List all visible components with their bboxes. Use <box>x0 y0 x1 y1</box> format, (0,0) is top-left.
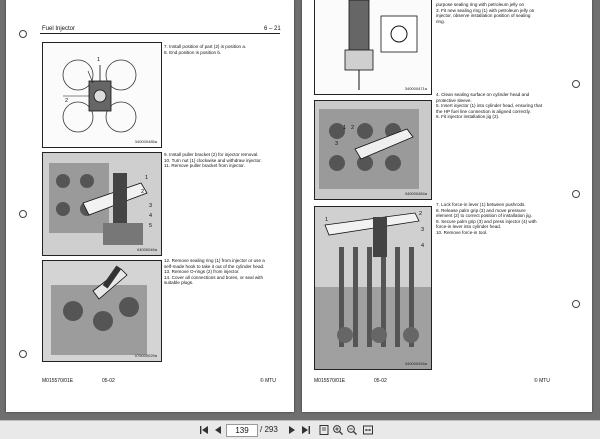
viewer-toolbar <box>0 420 600 439</box>
step-text: 3. Fit new sealing ring (1) with petroleum jelly on <box>436 7 535 13</box>
figure-insert-injector <box>314 100 432 200</box>
callout-3: 3 <box>421 227 425 233</box>
step-text: the HP fuel line connection is aligned correctly. <box>436 108 531 114</box>
zoom-out-icon[interactable] <box>346 424 358 436</box>
step-text: element (2) to correct position of installation jig. <box>436 213 533 219</box>
figure-sealing-ring <box>42 260 162 362</box>
figure-drawing <box>43 153 161 255</box>
step-text: 13. Remove O-rings (2) from injector. <box>164 269 240 275</box>
figure-injector-position <box>42 42 162 148</box>
callout-1: 1 <box>145 175 149 181</box>
step-text: force-in lever into cylinder head. <box>436 224 502 230</box>
footer-document-number: M015570/01E <box>314 378 346 384</box>
first-page-icon[interactable] <box>198 424 210 436</box>
step-text: ring. <box>436 18 445 24</box>
callout-4: 4 <box>421 243 425 249</box>
previous-page-icon[interactable] <box>212 424 224 436</box>
figure-force-in-tool <box>314 206 432 370</box>
step-text: 9. Secure palm grip (3) and press injector (4) with <box>436 218 537 224</box>
callout-2: 2 <box>419 211 423 217</box>
callout-1: 1 <box>325 217 329 223</box>
figure-code: 340000471a <box>404 86 427 91</box>
step-text: 8. Release palm grip (3) and move pressure <box>436 207 526 213</box>
step-text: self-made hook to take it out of the cylinder head. <box>164 263 265 269</box>
figure-code: 04000049a <box>136 247 157 252</box>
step-text: 5. Insert injector (1) into cylinder head, ensuring that <box>436 103 542 109</box>
header-rule <box>40 33 280 34</box>
figure-drawing <box>43 261 161 361</box>
callout-2: 2 <box>351 125 355 131</box>
next-page-icon[interactable] <box>286 424 298 436</box>
step-text: 6. Fit injector installation jig (2). <box>436 114 500 120</box>
punch-hole <box>572 190 580 198</box>
figure-code: 075000029a <box>134 353 157 358</box>
zoom-in-icon[interactable] <box>332 424 344 436</box>
figure-drawing <box>315 0 431 94</box>
right-page <box>302 0 592 412</box>
step-text: 12. Remove sealing ring (1) from injector or use a <box>164 258 265 263</box>
fit-width-icon[interactable] <box>362 424 374 436</box>
figure-drawing <box>315 207 431 369</box>
figure-drawing <box>315 101 431 199</box>
last-page-icon[interactable] <box>300 424 312 436</box>
figure-code: 340000494a <box>404 361 427 366</box>
punch-hole <box>19 350 27 358</box>
page-number-input[interactable] <box>226 424 258 437</box>
figure-code: 340000484a <box>404 191 427 196</box>
punch-hole <box>19 30 27 38</box>
figure-puller-bracket <box>42 152 162 256</box>
footer-brand: © MTU <box>260 378 276 384</box>
callout-3: 3 <box>149 203 153 209</box>
step-text: 4. Clean sealing surface on cylinder head and <box>436 92 530 97</box>
footer-brand: © MTU <box>534 378 550 384</box>
punch-hole <box>572 80 580 88</box>
punch-hole <box>19 210 27 218</box>
step-text: 9. Install puller bracket (2) for injector removal. <box>164 152 259 157</box>
step-text: protective sleeve. <box>436 97 472 103</box>
callout-4: 4 <box>149 213 153 219</box>
punch-hole <box>572 300 580 308</box>
figure-drawing <box>43 43 161 147</box>
step-text: 11. Remove puller bracket from injector. <box>164 163 245 169</box>
fit-page-icon[interactable] <box>318 424 330 436</box>
step-text: 7. Install position of part (2) is position a. <box>164 44 247 49</box>
footer-date: 05-02 <box>102 378 115 384</box>
footer-document-number: M015570/01E <box>42 378 74 384</box>
step-text: 10. Remove force-in tool. <box>436 229 488 235</box>
section-title: Fuel Injector <box>42 26 76 32</box>
step-text: suitable plugs. <box>164 280 194 286</box>
step-text: 14. Cover all connections and bores, or seal with <box>164 274 264 280</box>
callout-5: 5 <box>149 223 153 229</box>
steps-block-2 <box>164 152 262 169</box>
figure-code: 340000485a <box>134 139 157 144</box>
step-text: purpose sealing ring with petroleum jelly on <box>436 2 525 7</box>
footer-date: 05-02 <box>374 378 387 384</box>
steps-block-3 <box>164 258 265 286</box>
step-text: injector, observe installation position of sealing <box>436 13 531 19</box>
callout-2: 2 <box>141 189 145 195</box>
step-text: 10. Turn nut (1) clockwise and withdraw injector. <box>164 157 262 163</box>
figure-sealing-ring-install <box>314 0 432 95</box>
callout-1: 1 <box>343 125 347 131</box>
steps-block-2 <box>436 92 542 120</box>
left-page <box>6 0 294 412</box>
page-total: / 293 <box>260 425 278 434</box>
callout-2: 2 <box>65 98 69 104</box>
steps-block-3 <box>436 202 537 236</box>
callout-1: 1 <box>97 57 101 63</box>
steps-block-1 <box>164 44 246 55</box>
step-text: 7. Lock force-in lever (1) between pushrods. <box>436 202 526 207</box>
step-text: 8. End position is position b. <box>164 49 222 55</box>
page-number: 6 – 21 <box>264 26 281 32</box>
steps-block-1 <box>436 2 534 24</box>
callout-3: 3 <box>335 141 339 147</box>
